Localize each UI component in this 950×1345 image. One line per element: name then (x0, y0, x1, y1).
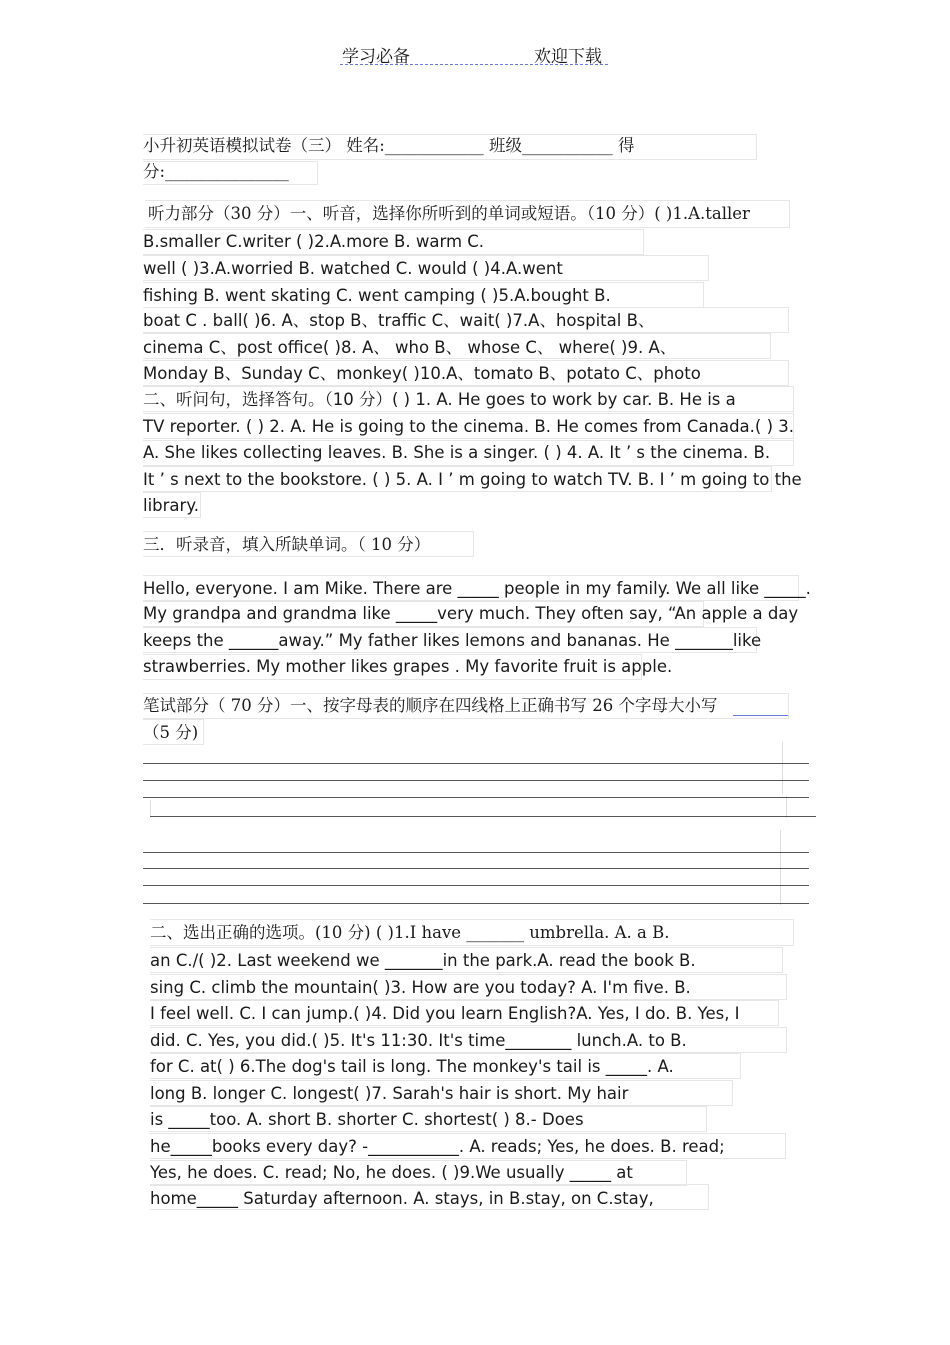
listening-line: Monday B、Sunday C、monkey( )10.A、tomato B、potato C、photo (143, 364, 701, 383)
choice-line: he_____books every day? -___________. A. reads; Yes, he does. B. read; (150, 1137, 725, 1156)
underline-mark (733, 715, 788, 716)
listening-line: boat C . ball( )6. A、stop B、traffic C、wait( )7.A、hospital B、 (143, 311, 655, 330)
choice-line: long B. longer C. longest( )7. Sarah's hair is short. My hair (150, 1084, 629, 1103)
writing-heading: 笔试部分（ 70 分）一、按字母表的顺序在四线格上正确书写 26 个字母大小写 (143, 696, 718, 715)
writing-line (143, 903, 809, 904)
choice-line: an C./( )2. Last weekend we _______in the park.A. read the book B. (150, 951, 696, 970)
passage-line: My grandpa and grandma like _____very much. They often say, “An apple a day (143, 604, 799, 623)
writing-line (143, 852, 809, 853)
header-right: 欢迎下载 (534, 47, 602, 67)
writing-line (143, 868, 809, 869)
listening-line: library. (143, 496, 199, 515)
page-header (340, 42, 608, 65)
choice-line: did. C. Yes, you did.( )5. It's 11:30. It's time________ lunch.A. to B. (150, 1031, 687, 1050)
section-3-heading: 三．听录音，填入所缺单词。（ 10 分） (143, 535, 431, 554)
writing-line (143, 885, 809, 886)
writing-line (150, 816, 816, 817)
choice-line: is _____too. A. short B. shorter C. shortest( ) 8.- Does (150, 1110, 584, 1129)
writing-line (143, 780, 809, 781)
passage-line: strawberries. My mother likes grapes . My favorite fruit is apple. (143, 657, 673, 676)
listening-line: TV reporter. ( ) 2. A. He is going to the cinema. B. He comes from Canada.( ) 3. (143, 417, 795, 436)
grid-edge (786, 796, 787, 818)
writing-subheading: （5 分) (143, 723, 199, 742)
exam-title-score: 分:_______________ (143, 162, 289, 181)
choice-line: home_____ Saturday afternoon. A. stays, in B.stay, on C.stay, (150, 1189, 654, 1208)
listening-line: A. She likes collecting leaves. B. She is a singer. ( ) 4. A. It ’ s the cinema. B. (143, 443, 771, 462)
writing-line (143, 797, 809, 798)
listening-line: B.smaller C.writer ( )2.A.more B. warm C. (143, 232, 485, 251)
exam-title: 小升初英语模拟试卷（三） 姓名:____________ 班级___________ 得 (143, 136, 635, 155)
choice-line: 二、选出正确的选项。(10 分) ( )1.I have _______ umbrella. A. a B. (150, 923, 670, 942)
passage-line: keeps the ______away.” My father likes lemons and bananas. He _______like (143, 631, 762, 650)
listening-line: fishing B. went skating C. went camping ( )5.A.bought B. (143, 286, 611, 305)
choice-line: I feel well. C. I can jump.( )4. Did you learn English?A. Yes, I do. B. Yes, I (150, 1004, 740, 1023)
listening-line: It ’ s next to the bookstore. ( ) 5. A. I ’ m going to watch TV. B. I ’ m going to the (143, 470, 802, 489)
choice-line: sing C. climb the mountain( )3. How are you today? A. I'm five. B. (150, 978, 691, 997)
listening-line: well ( )3.A.worried B. watched C. would ( )4.A.went (143, 259, 563, 278)
listening-line: 听力部分（30 分）一、听音，选择你所听到的单词或短语。（10 分）( )1.A.taller (148, 204, 750, 223)
listening-line: cinema C、post office( )8. A、 who B、 whose C、 where( )9. A、 (143, 338, 677, 357)
grid-edge (782, 742, 783, 794)
choice-line: Yes, he does. C. read; No, he does. ( )9.We usually _____ at (150, 1163, 633, 1182)
listening-line: 二、听问句，选择答句。（10 分）( ) 1. A. He goes to work by car. B. He is a (143, 390, 736, 409)
choice-line: for C. at( ) 6.The dog's tail is long. The monkey's tail is _____. A. (150, 1057, 674, 1076)
header-left: 学习必备 (342, 47, 410, 67)
writing-line (143, 763, 809, 764)
grid-edge (150, 800, 151, 816)
passage-line: Hello, everyone. I am Mike. There are _____ people in my family. We all like _____. (143, 579, 811, 598)
